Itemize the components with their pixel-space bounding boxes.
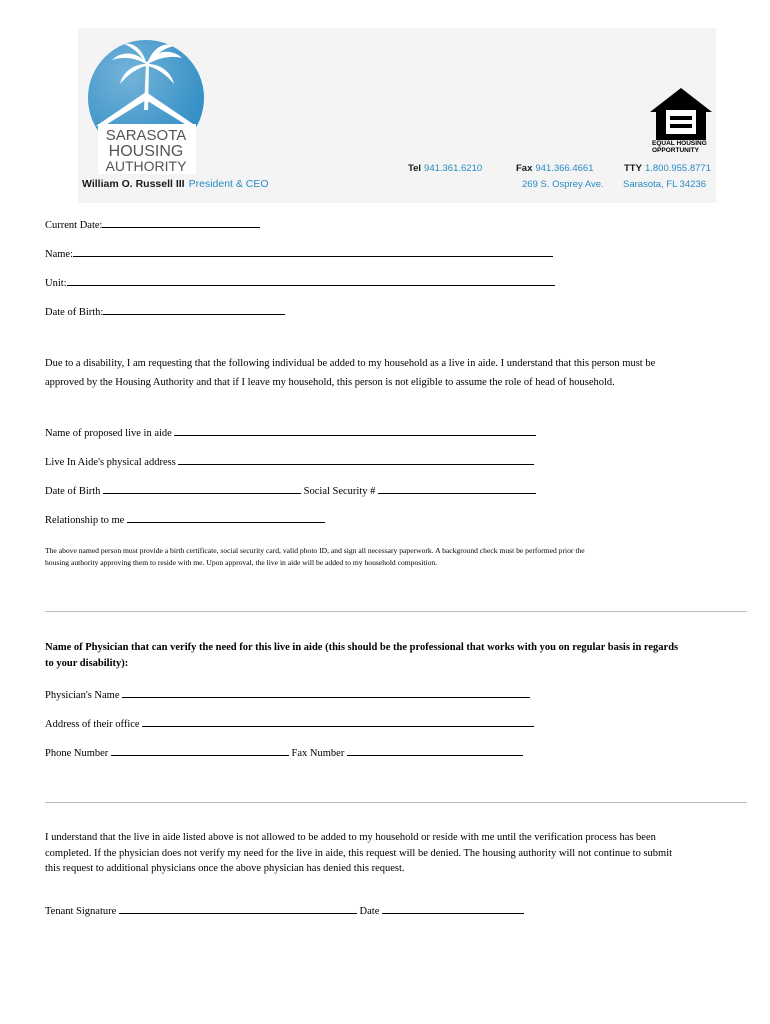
address-city: Sarasota, FL 34236	[623, 179, 707, 190]
aide-relationship-input-line[interactable]	[127, 513, 325, 523]
tenant-signature-label: Tenant Signature	[45, 906, 117, 917]
aide-address-field	[45, 455, 534, 468]
ceo-line	[82, 178, 269, 190]
name-label: Name:	[45, 249, 73, 260]
svg-text:HOUSING: HOUSING	[108, 143, 184, 160]
tel-contact	[408, 163, 482, 174]
final-paragraph-line-3: this request to additional physicians once the above physician has denied this request.	[45, 863, 405, 874]
aide-name-field	[45, 426, 536, 439]
physician-heading	[45, 640, 750, 672]
signature-date-label: Date	[359, 906, 380, 917]
fax-label: Fax	[516, 163, 533, 174]
eho-caption	[652, 140, 707, 154]
final-paragraph	[45, 830, 745, 877]
current-date-field	[45, 218, 260, 231]
current-date-input-line[interactable]	[102, 218, 260, 228]
aide-dob-label: Date of Birth	[45, 486, 101, 497]
address-street: 269 S. Osprey Ave.	[522, 179, 604, 190]
final-paragraph-line-1: I understand that the live in aide listed above is not allowed to be added to my household or reside with me until the verification process has been	[45, 832, 656, 843]
unit-field	[45, 276, 555, 289]
current-date-label: Current Date:	[45, 220, 103, 231]
aide-dob-ssn-field	[45, 484, 536, 497]
physician-address-label: Address of their office	[45, 719, 140, 730]
tty-value: 1.800.955.8771	[644, 163, 711, 174]
svg-text:AUTHORITY: AUTHORITY	[105, 158, 187, 174]
requirements-note-line-1: The above named person must provide a birth certificate, social security card, valid photo ID, and sign all necessary paperwork. A background check must be performed prior the	[45, 546, 585, 555]
physician-fax-input-line[interactable]	[347, 746, 523, 756]
request-paragraph-line-2: approved by the Housing Authority and that if I leave my household, this person is not eligible to assume the role of head of household.	[45, 377, 615, 388]
signature-field	[45, 904, 524, 917]
sarasota-housing-authority-logo	[84, 40, 208, 174]
physician-phone-fax-field	[45, 746, 523, 759]
aide-address-input-line[interactable]	[178, 455, 534, 465]
dob-field	[45, 305, 285, 318]
tel-label: Tel	[408, 163, 422, 174]
name-input-line[interactable]	[73, 247, 553, 257]
ceo-name: William O. Russell III	[82, 178, 185, 190]
physician-name-input-line[interactable]	[122, 688, 530, 698]
request-paragraph-line-1: Due to a disability, I am requesting that the following individual be added to my household as a live in aide. I understand that this person must be	[45, 358, 656, 369]
physician-phone-input-line[interactable]	[111, 746, 289, 756]
physician-name-field	[45, 688, 530, 701]
requirements-note	[45, 545, 745, 569]
physician-heading-line-2: to your disability):	[45, 658, 129, 669]
dob-label: Date of Birth:	[45, 307, 104, 318]
physician-phone-label: Phone Number	[45, 748, 109, 759]
physician-heading-line-1: Name of Physician that can verify the need for this live in aide (this should be the professional that works with you on regular basis in regards	[45, 642, 679, 653]
name-field	[45, 247, 553, 260]
fax-value: 941.366.4661	[535, 163, 594, 174]
dob-input-line[interactable]	[103, 305, 285, 315]
fax-contact	[516, 163, 594, 174]
section-divider-1	[45, 611, 747, 612]
tty-contact	[624, 163, 711, 174]
aide-ssn-label: Social Security #	[303, 486, 376, 497]
aide-relationship-field	[45, 513, 325, 526]
physician-name-label: Physician's Name	[45, 690, 120, 701]
eho-line-2: OPPORTUNITY	[652, 147, 699, 154]
aide-ssn-input-line[interactable]	[378, 484, 536, 494]
eho-line-1: EQUAL HOUSING	[652, 140, 707, 147]
aide-name-label: Name of proposed live in aide	[45, 428, 172, 439]
tel-value: 941.361.6210	[424, 163, 483, 174]
svg-text:SARASOTA: SARASOTA	[105, 127, 187, 144]
section-divider-2	[45, 802, 747, 803]
aide-dob-input-line[interactable]	[103, 484, 301, 494]
physician-address-field	[45, 717, 534, 730]
aide-name-input-line[interactable]	[174, 426, 536, 436]
unit-label: Unit:	[45, 278, 67, 289]
request-paragraph	[45, 354, 755, 392]
tty-label: TTY	[624, 163, 642, 174]
aide-relationship-label: Relationship to me	[45, 515, 125, 526]
signature-date-input-line[interactable]	[382, 904, 524, 914]
final-paragraph-line-2: completed. If the physician does not verify my need for the live in aide, this request will be denied. The housing authority will not continue to submit	[45, 847, 673, 859]
requirements-note-line-2: housing authority approving them to reside with me. Upon approval, the live in aide will be added to my household composition.	[45, 558, 438, 567]
ceo-title: President & CEO	[188, 178, 269, 190]
aide-address-label: Live In Aide's physical address	[45, 457, 176, 468]
unit-input-line[interactable]	[67, 276, 555, 286]
physician-fax-label: Fax Number	[291, 748, 345, 759]
tenant-signature-input-line[interactable]	[119, 904, 357, 914]
physician-address-input-line[interactable]	[142, 717, 534, 727]
